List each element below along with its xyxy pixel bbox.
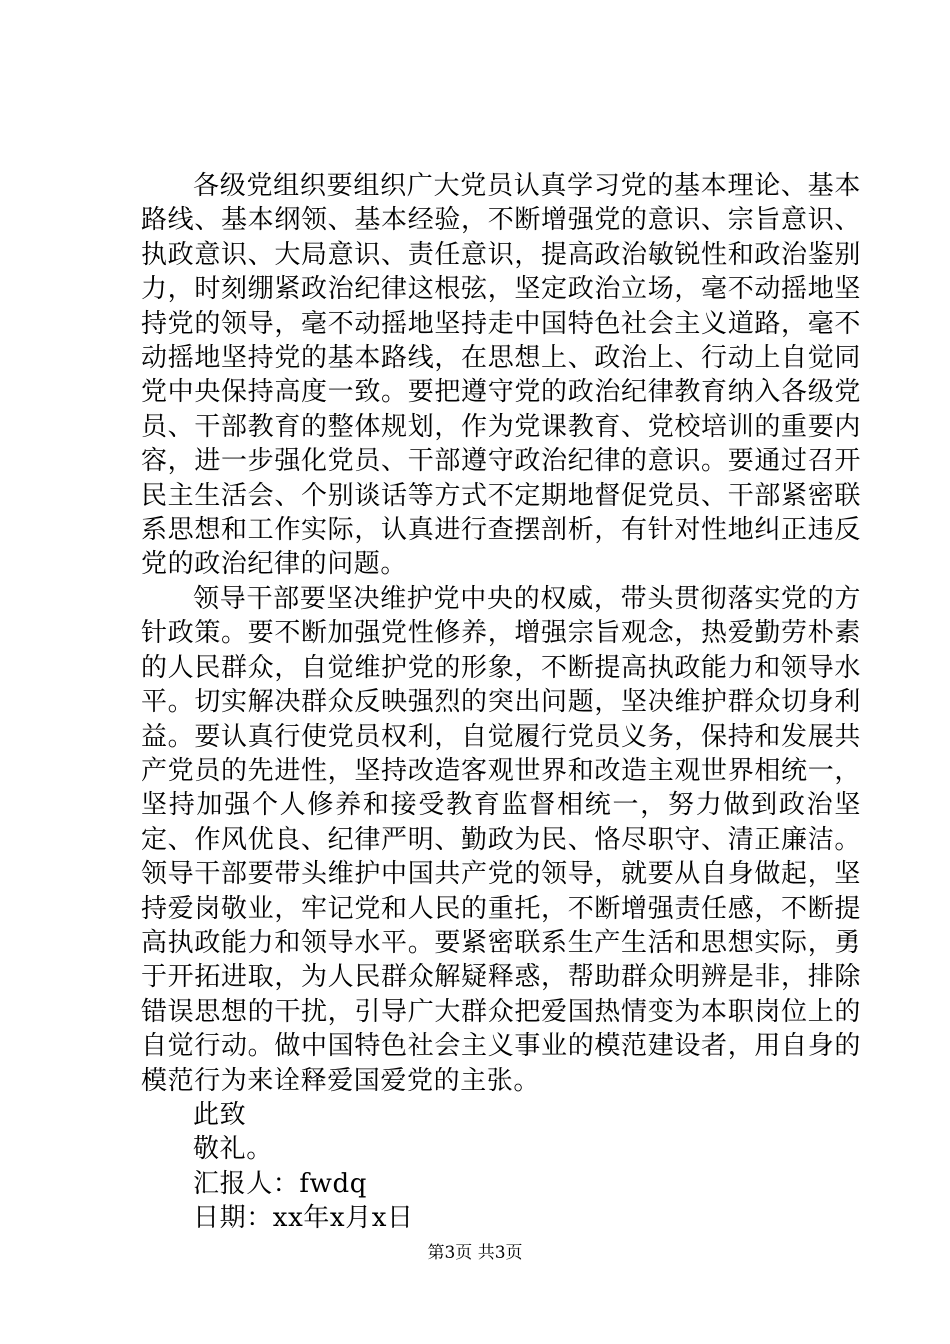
reporter-line: 汇报人：fwdq: [193, 1168, 367, 1199]
closing-salutation: 此致: [193, 1099, 247, 1130]
page-number: 第3页 共3页: [427, 1243, 523, 1263]
document-body: [141, 169, 861, 1236]
paragraph-political-discipline: 各级党组织要组织广大党员认真学习党的基本理论、基本路线、基本纲领、基本经验，不断增强党的意识、宗旨意识、执政意识、大局意识、责任意识，提高政治敏锐性和政治鉴别力，时刻绷紧政治纪律这根弦，坚定政治立场，毫不动摇地坚持党的领导，毫不动摇地坚持走中国特色社会主义道路，毫不动摇地坚持党的基本路线，在思想上、政治上、行动上自觉同党中央保持高度一致。要把遵守党的政治纪律教育纳入各级党员、干部教育的整体规划，作为党课教育、党校培训的重要内容，进一步强化党员、干部遵守政治纪律的意识。要通过召开民主生活会、个别谈话等方式不定期地督促党员、干部紧密联系思想和工作实际，认真进行查摆剖析，有针对性地纠正违反党的政治纪律的问题。: [141, 171, 861, 580]
date-line: 日期：xx年x月x日: [193, 1203, 414, 1234]
paragraph-leading-cadres: 领导干部要坚决维护党中央的权威，带头贯彻落实党的方针政策。要不断加强党性修养，增强宗旨观念，热爱勤劳朴素的人民群众，自觉维护党的形象，不断提高执政能力和领导水平。切实解决群众反映强烈的突出问题，坚决维护群众切身利益。要认真行使党员权利，自觉履行党员义务，保持和发展共产党员的先进性，坚持改造客观世界和改造主观世界相统一，坚持加强个人修养和接受教育监督相统一，努力做到政治坚定、作风优良、纪律严明、勤政为民、恪尽职守、清正廉洁。领导干部要带头维护中国共产党的领导，就要从自身做起，坚持爱岗敬业，牢记党和人民的重托，不断增强责任感，不断提高执政能力和领导水平。要紧密联系生产生活和思想实际，勇于开拓进取，为人民群众解疑释惑，帮助群众明辨是非，排除错误思想的干扰，引导广大群众把爱国热情变为本职岗位上的自觉行动。做中国特色社会主义事业的模范建设者，用自身的模范行为来诠释爱国爱党的主张。: [141, 583, 861, 1096]
closing-regards: 敬礼。: [193, 1134, 273, 1165]
page-footer: [0, 1242, 950, 1264]
